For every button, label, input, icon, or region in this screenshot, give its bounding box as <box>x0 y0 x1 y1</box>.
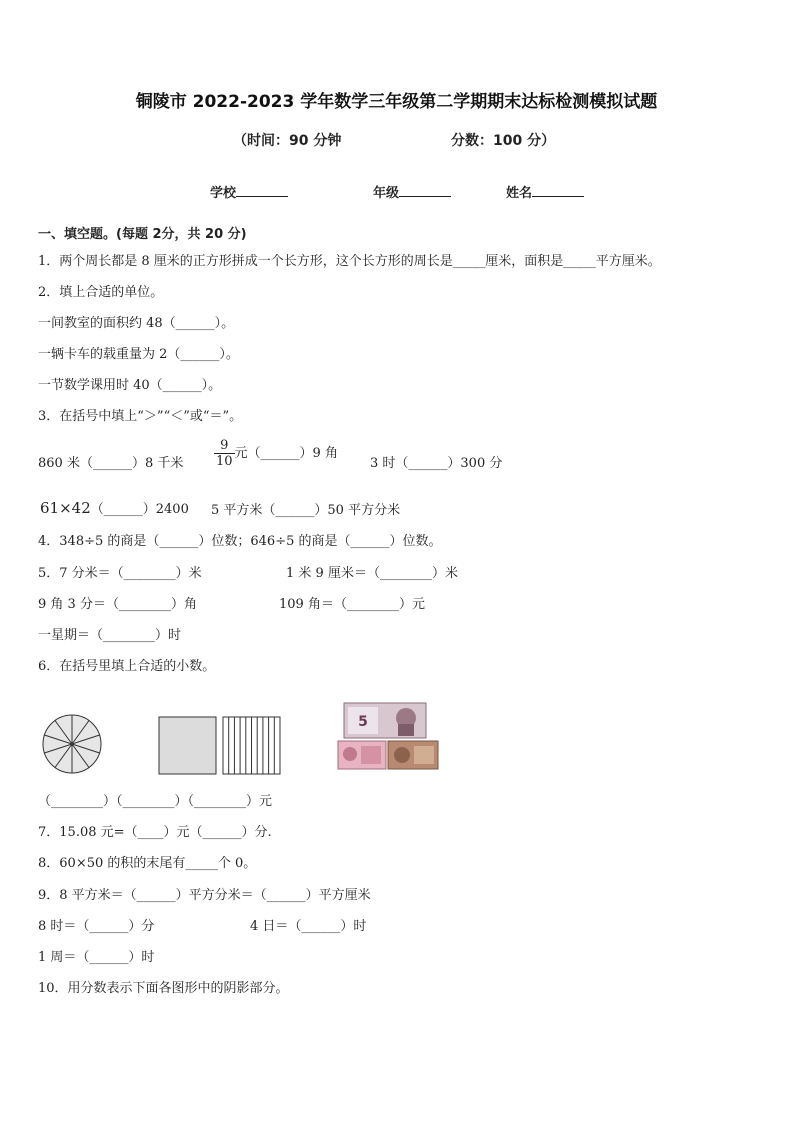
name-blank[interactable] <box>532 184 584 197</box>
school-field <box>210 182 288 201</box>
shaded-square-rect <box>159 717 216 774</box>
question-3: 3．在括号中填上“＞”“＜”或“＝”。 <box>38 409 243 424</box>
grade-label: 年级 <box>373 186 400 201</box>
question-4: 4．348÷5 的商是（______）位数；646÷5 的商是（______）位数。 <box>38 534 442 549</box>
name-field <box>506 182 584 201</box>
grade-field <box>373 182 451 201</box>
pie-figure <box>38 710 106 778</box>
school-blank[interactable] <box>236 184 288 197</box>
question-5a: 5．7 分米＝（________）米 <box>38 566 202 581</box>
question-9a: 9．8 平方米＝（______）平方分米＝（______）平方厘米 <box>38 888 371 903</box>
question-5d: 109 角＝（________）元 <box>279 597 425 612</box>
question-10: 10．用分数表示下面各图形中的阴影部分。 <box>38 981 289 996</box>
question-9c: 4 日＝（______）时 <box>250 919 367 934</box>
money-figure <box>336 702 442 772</box>
question-5e: 一星期＝（________）时 <box>38 628 182 643</box>
question-7: 7．15.08 元=（____）元（______）分. <box>38 825 272 840</box>
section-heading: 一、填空题。(每题 2分，共 20 分) <box>38 227 247 242</box>
question-3d <box>40 498 189 517</box>
fraction-nine-tenths <box>214 438 235 469</box>
question-5b: 1 米 9 厘米＝（________）米 <box>286 566 458 581</box>
grade-blank[interactable] <box>399 184 451 197</box>
exam-time: （时间：90 分钟 <box>233 133 342 149</box>
question-3c: 3 时（______）300 分 <box>370 456 503 471</box>
question-3d-expr: 61×42 <box>40 499 91 517</box>
question-2: 2．填上合适的单位。 <box>38 285 164 300</box>
question-2b: 一辆卡车的载重量为 2（______）。 <box>38 347 239 362</box>
question-3a: 860 米（______）8 千米 <box>38 456 184 471</box>
question-5c: 9 角 3 分＝（________）角 <box>38 597 197 612</box>
fraction-numerator: 9 <box>214 438 235 454</box>
question-3d-text: （______）2400 <box>90 502 189 517</box>
fraction-denominator: 10 <box>216 454 233 469</box>
question-3e: 5 平方米（______）50 平方分米 <box>211 503 401 518</box>
exam-score: 分数：100 分） <box>451 133 556 149</box>
striped-square <box>222 716 282 776</box>
question-2c: 一节数学课用时 40（______）。 <box>38 378 222 393</box>
question-6: 6．在括号里填上合适的小数。 <box>38 659 216 674</box>
question-6-answers: （________）（________）（________）元 <box>38 794 273 809</box>
question-1: 1．两个周长都是 8 厘米的正方形拼成一个长方形，这个长方形的周长是_____厘米，面积是_____平方厘米。 <box>38 254 661 269</box>
name-label: 姓名 <box>506 186 533 201</box>
question-9d: 1 周＝（______）时 <box>38 950 155 965</box>
question-8: 8．60×50 的积的末尾有_____个 0。 <box>38 856 257 871</box>
question-2a: 一间教室的面积约 48（______）。 <box>38 316 235 331</box>
question-3b-text: 元（______）9 角 <box>234 446 338 461</box>
question-3b <box>214 438 338 469</box>
page-title: 铜陵市 2022-2023 学年数学三年级第二学期期末达标检测模拟试题 <box>135 92 658 112</box>
question-9b: 8 时＝（______）分 <box>38 919 155 934</box>
school-label: 学校 <box>210 186 237 201</box>
shaded-square <box>158 716 218 776</box>
bill-five-label: 5 <box>358 714 368 730</box>
